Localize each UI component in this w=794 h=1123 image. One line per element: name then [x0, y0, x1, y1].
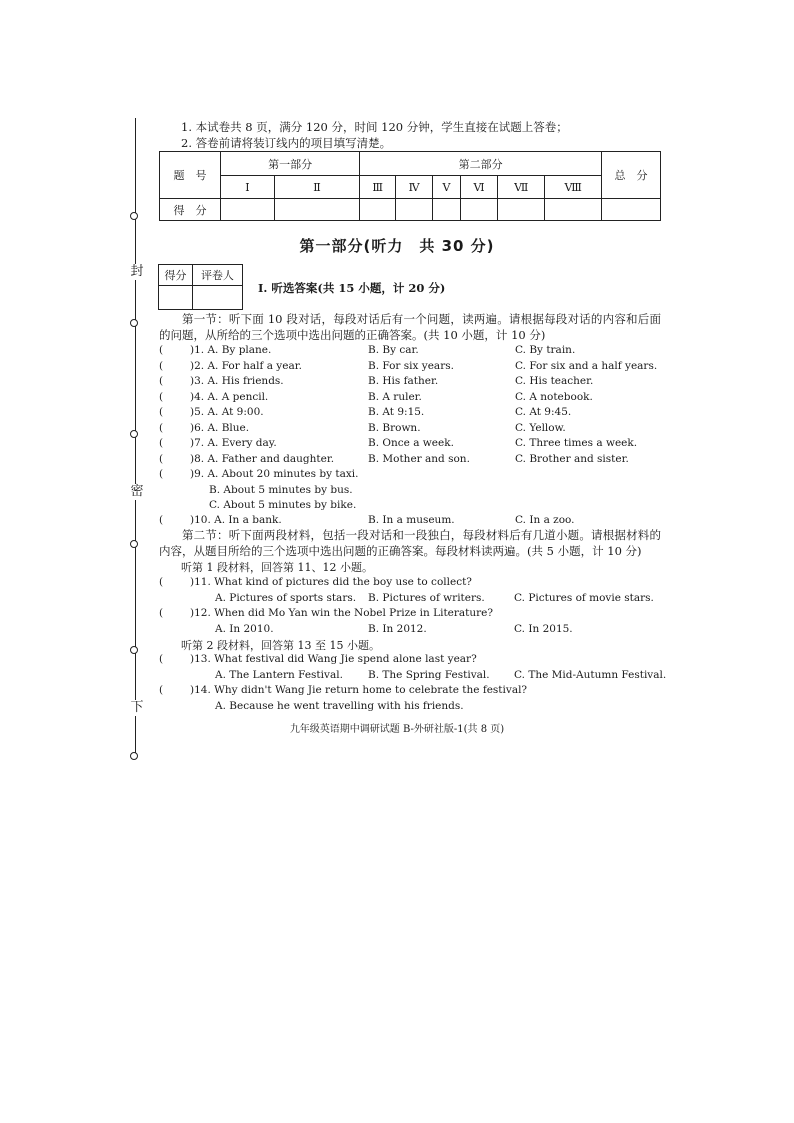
question-row	[159, 575, 669, 590]
question-option-c: C. Three times a week.	[515, 437, 638, 449]
score-col: Ⅱ	[274, 176, 359, 199]
answer-paren[interactable]: (	[159, 390, 164, 403]
question-stem: )11. What kind of pictures did the boy use to collect?	[190, 576, 472, 588]
score-table-defen: 得 分	[160, 199, 221, 221]
score-col: Ⅰ	[221, 176, 275, 199]
section1-heading: Ⅰ. 听选答案(共 15 小题，计 20 分)	[258, 281, 446, 295]
question-option-b: B. About 5 minutes by bus.	[209, 483, 353, 496]
grader-box	[158, 264, 243, 310]
question-row	[159, 622, 669, 637]
question-option-c: C. Brother and sister.	[515, 452, 629, 465]
answer-paren[interactable]: (	[159, 576, 164, 588]
question-stem: )13. What festival did Wang Jie spend alone last year?	[190, 653, 477, 665]
score-cell-total[interactable]	[602, 199, 661, 221]
answer-paren[interactable]: (	[159, 421, 164, 434]
page-footer: 九年级英语期中调研试题 B-外研社版-1(共 8 页)	[289, 724, 505, 735]
question-option-c: C. At 9:45.	[515, 406, 572, 418]
listen-material-1: 听第 1 段材料，回答第 11、12 小题。	[181, 561, 373, 574]
score-col: Ⅳ	[396, 176, 433, 199]
question-option-a: A. The Lantern Festival.	[215, 668, 343, 681]
question-option-c: C. For six and a half years.	[515, 359, 658, 372]
binding-hole	[130, 319, 138, 327]
score-col: Ⅶ	[498, 176, 545, 199]
question-option-c: C. Yellow.	[515, 421, 566, 434]
question-option-b: B. His father.	[368, 375, 439, 387]
instruction-1: 1. 本试卷共 8 页，满分 120 分，时间 120 分钟，学生直接在试题上答卷；	[181, 120, 568, 134]
binding-char-xia: 下	[127, 700, 147, 716]
answer-paren[interactable]: (	[159, 653, 164, 665]
answer-paren[interactable]: (	[159, 344, 164, 356]
question-row	[159, 405, 669, 420]
question-stem: )12. When did Mo Yan win the Nobel Prize in Literature?	[190, 607, 494, 619]
question-option-b: B. In 2012.	[368, 622, 427, 635]
score-table-total: 总 分	[602, 152, 661, 199]
score-table-part2: 第二部分	[360, 152, 602, 176]
score-cell[interactable]	[545, 199, 602, 221]
question-option-b: B. At 9:15.	[368, 406, 425, 418]
question-row	[159, 452, 669, 467]
score-col: Ⅲ	[360, 176, 396, 199]
binding-char-mi: 密	[127, 484, 147, 500]
question-row	[159, 652, 669, 667]
question-row	[159, 591, 669, 606]
question-option-c: C. A notebook.	[515, 390, 593, 403]
question-option-b: B. Mother and son.	[368, 452, 470, 465]
question-option-b: B. Pictures of writers.	[368, 591, 485, 604]
question-option-c: C. Pictures of movie stars.	[514, 591, 654, 604]
question-row	[159, 374, 669, 389]
answer-paren[interactable]: (	[159, 514, 164, 526]
answer-paren[interactable]: (	[159, 607, 164, 619]
score-cell[interactable]	[498, 199, 545, 221]
question-row	[159, 699, 669, 714]
answer-paren[interactable]: (	[159, 359, 164, 372]
question-option-b: B. Brown.	[368, 421, 421, 434]
binding-hole	[130, 646, 138, 654]
section1-intro-text: 第一节：听下面 10 段对话，每段对话后有一个问题，读两遍。请根据每段对话的内容和后面的问题，从所给的三个选项中选出问题的正确答案。(共 10 小题，计 10 分)	[159, 312, 661, 342]
score-cell[interactable]	[221, 199, 275, 221]
question-option-b: B. In a museum.	[368, 514, 455, 526]
question-row	[159, 513, 669, 528]
question-row	[159, 483, 669, 498]
answer-paren[interactable]: (	[159, 684, 164, 696]
answer-paren[interactable]: (	[159, 375, 164, 387]
question-option-c: C. About 5 minutes by bike.	[209, 499, 357, 511]
question-option-b: B. Once a week.	[368, 437, 454, 449]
question-option-b: B. By car.	[368, 344, 419, 356]
question-option-a: A. Pictures of sports stars.	[215, 591, 357, 604]
question-option-a: )9. A. About 20 minutes by taxi.	[190, 468, 359, 480]
question-row	[159, 606, 669, 621]
question-row	[159, 343, 669, 358]
binding-hole	[130, 212, 138, 220]
grader-score-label: 得分	[159, 265, 193, 286]
question-option-a: )3. A. His friends.	[190, 375, 284, 387]
binding-hole	[130, 430, 138, 438]
section2-intro-text: 第二节：听下面两段材料，包括一段对话和一段独白，每段材料后有几道小题。请根据材料的内容，从题目所给的三个选项中选出问题的正确答案。每段材料读两遍。(共 5 小题，计 10 分)	[159, 528, 661, 558]
question-option-c: C. His teacher.	[515, 375, 594, 387]
question-option-b: B. A ruler.	[368, 390, 422, 403]
score-table	[159, 151, 661, 221]
question-row	[159, 436, 669, 451]
question-option-a: )1. A. By plane.	[190, 344, 272, 356]
question-option-c: C. By train.	[515, 344, 576, 356]
score-cell[interactable]	[274, 199, 359, 221]
question-row	[159, 390, 669, 405]
question-option-b: B. For six years.	[368, 359, 454, 372]
question-option-a: A. Because he went travelling with his friends.	[215, 699, 464, 712]
answer-paren[interactable]: (	[159, 406, 164, 418]
score-table-part1: 第一部分	[221, 152, 360, 176]
instruction-2: 2. 答卷前请将装订线内的项目填写清楚。	[181, 136, 392, 150]
section2-intro	[159, 528, 661, 559]
grader-score-cell[interactable]	[159, 286, 193, 310]
score-col: Ⅷ	[545, 176, 602, 199]
question-option-a: A. In 2010.	[215, 622, 274, 635]
question-option-c: C. In 2015.	[514, 622, 573, 635]
question-row	[159, 359, 669, 374]
binding-hole	[130, 540, 138, 548]
answer-paren[interactable]: (	[159, 452, 164, 465]
question-option-c: C. The Mid-Autumn Festival.	[514, 668, 667, 681]
question-option-a: )8. A. Father and daughter.	[190, 452, 335, 465]
score-cell[interactable]	[360, 199, 396, 221]
question-row	[159, 498, 669, 513]
question-option-a: )4. A. A pencil.	[190, 390, 269, 403]
question-option-a: )5. A. At 9:00.	[190, 406, 264, 418]
question-option-c: C. In a zoo.	[515, 514, 575, 526]
section1-intro	[159, 312, 661, 343]
binding-hole	[130, 752, 138, 760]
question-option-a: )7. A. Every day.	[190, 437, 277, 449]
score-table-tihao: 题 号	[160, 152, 221, 199]
answer-paren[interactable]: (	[159, 437, 164, 449]
question-stem: )14. Why didn't Wang Jie return home to celebrate the festival?	[190, 684, 528, 696]
binding-char-feng: 封	[127, 264, 147, 280]
question-option-b: B. The Spring Festival.	[368, 668, 490, 681]
part-title: 第一部分(听力 共 30 分)	[299, 237, 495, 255]
question-row	[159, 668, 669, 683]
question-option-a: )6. A. Blue.	[190, 421, 250, 434]
question-option-a: )2. A. For half a year.	[190, 359, 302, 372]
grader-label: 评卷人	[192, 265, 242, 286]
score-col: Ⅵ	[460, 176, 497, 199]
score-cell[interactable]	[460, 199, 497, 221]
question-row	[159, 467, 669, 482]
grader-name-cell[interactable]	[192, 286, 242, 310]
answer-paren[interactable]: (	[159, 468, 164, 480]
listen-material-2: 听第 2 段材料，回答第 13 至 15 小题。	[181, 639, 380, 652]
score-col: Ⅴ	[433, 176, 461, 199]
question-row	[159, 683, 669, 698]
question-row	[159, 421, 669, 436]
score-cell[interactable]	[433, 199, 461, 221]
score-cell[interactable]	[396, 199, 433, 221]
question-option-a: )10. A. In a bank.	[190, 514, 282, 526]
